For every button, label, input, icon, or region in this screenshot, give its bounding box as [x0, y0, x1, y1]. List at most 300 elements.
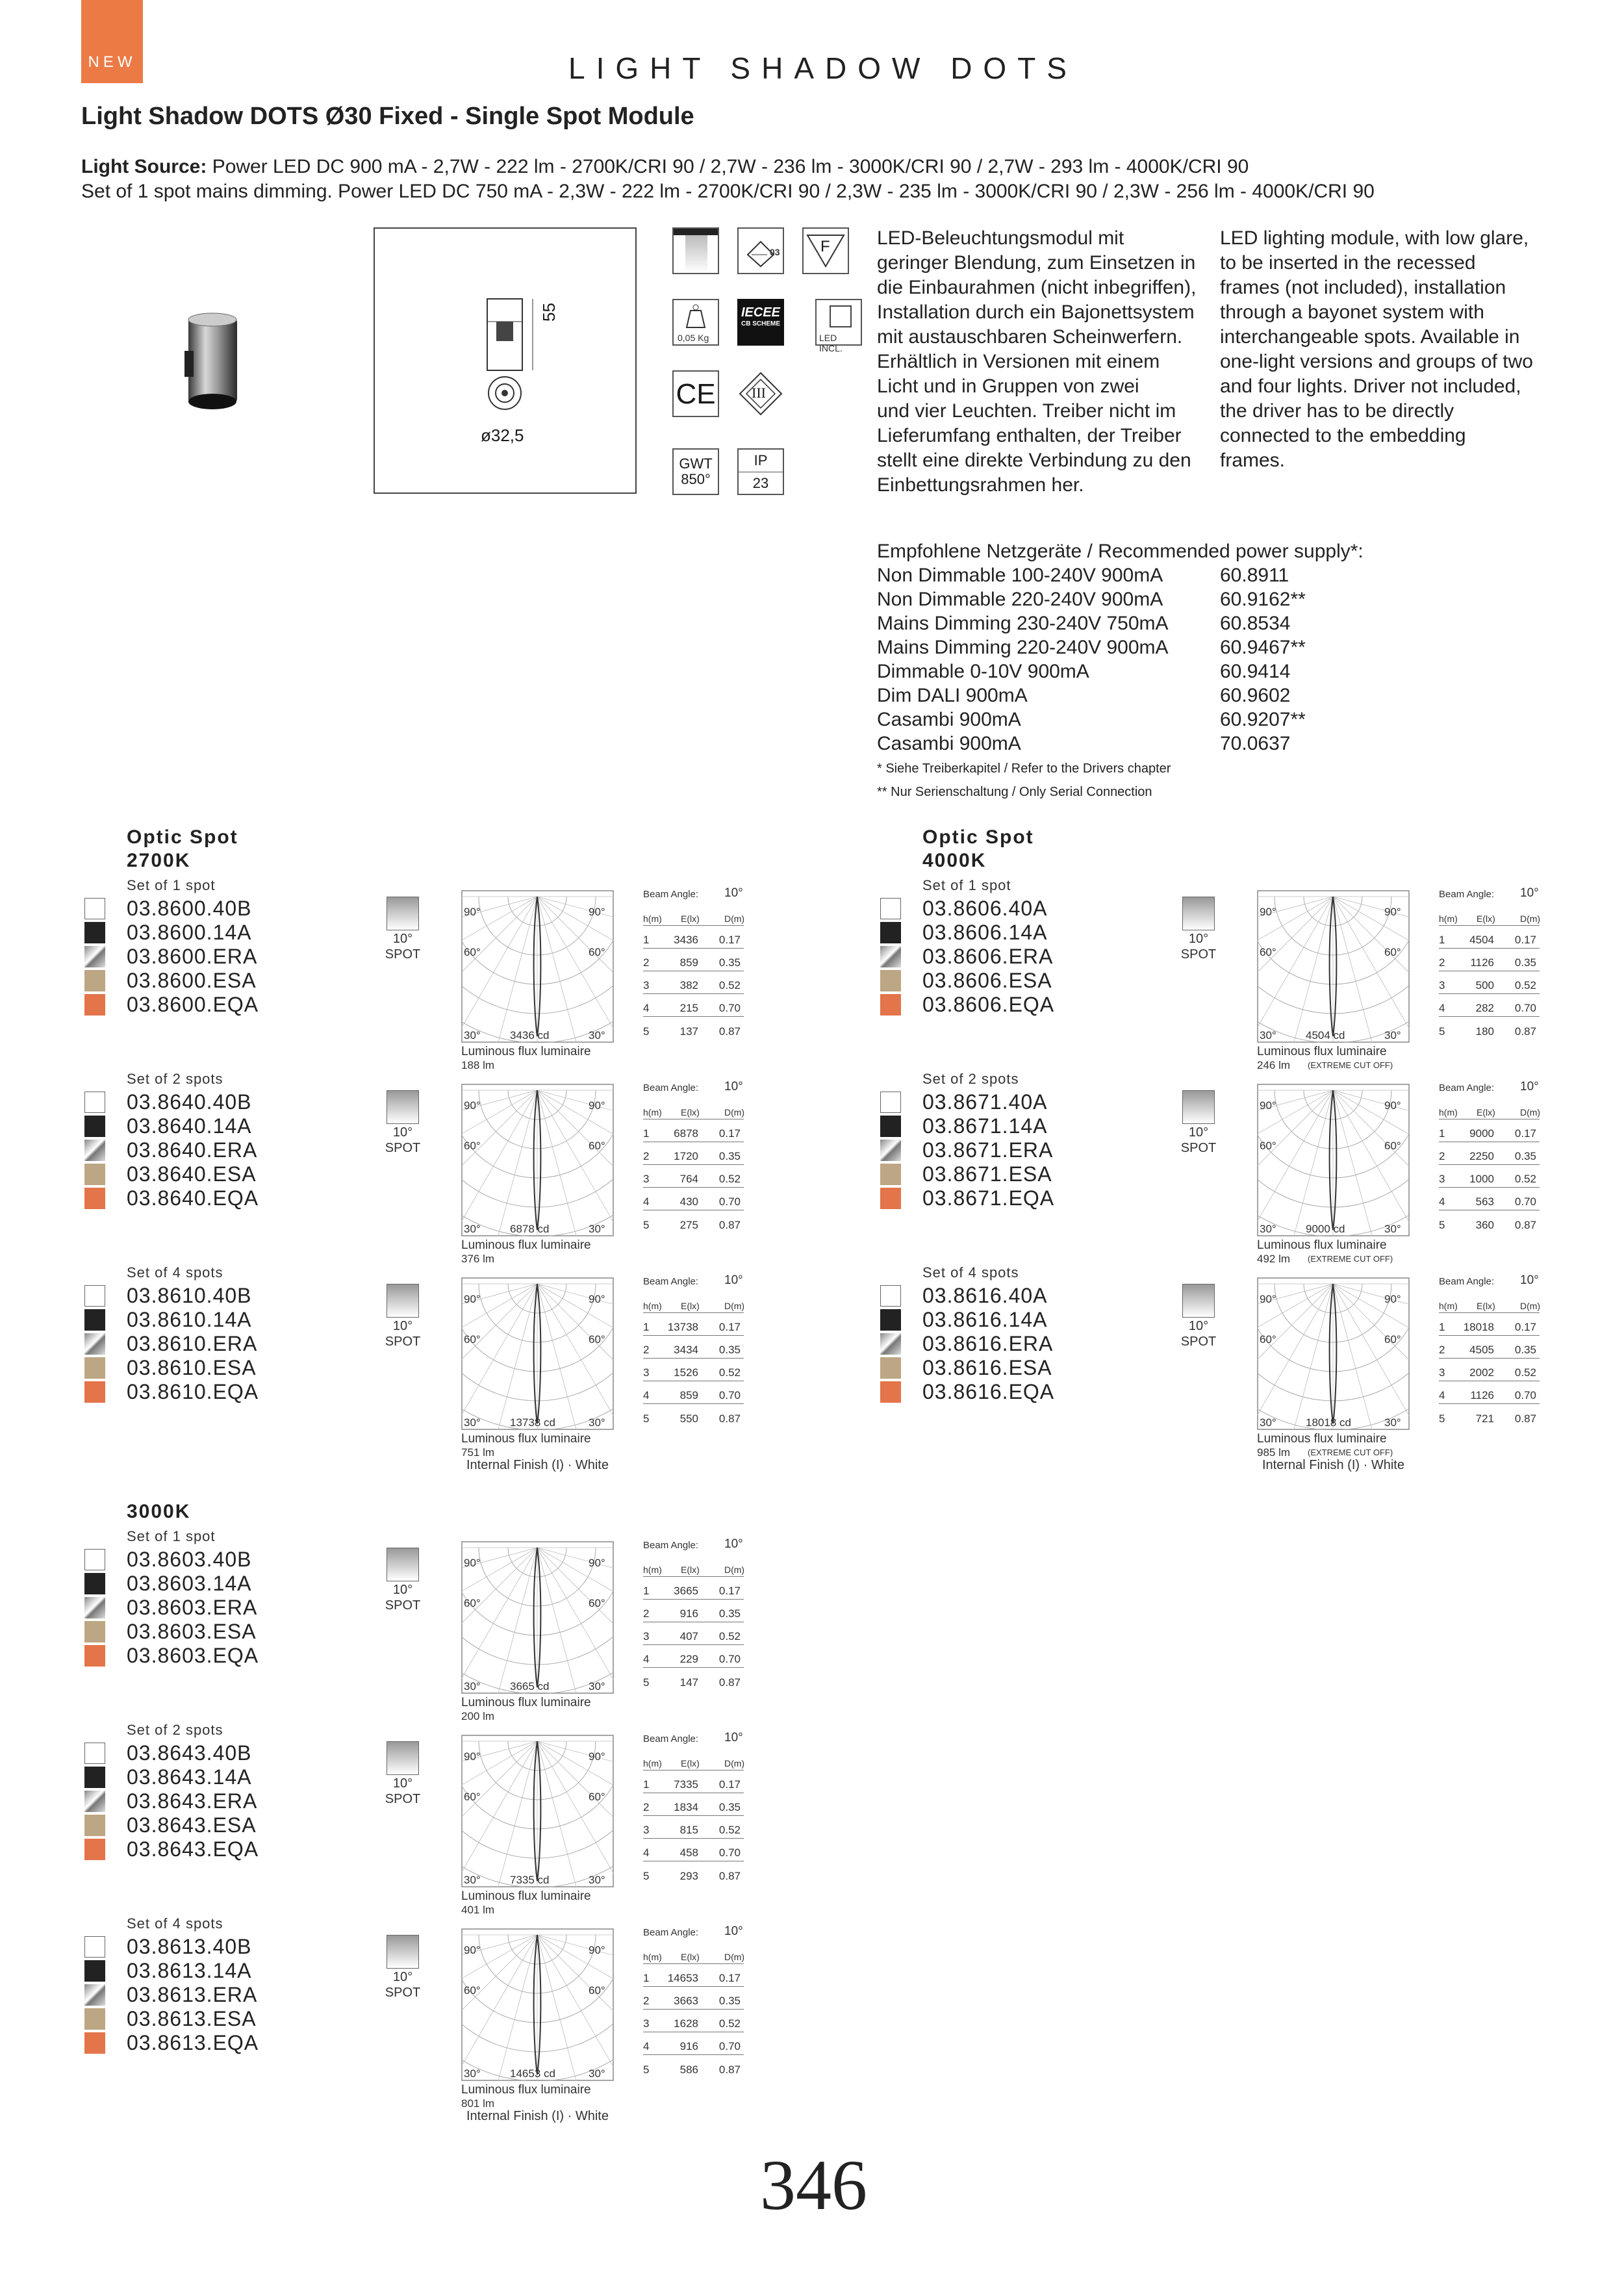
- cell-diameter: 0.87: [718, 1676, 741, 1689]
- polar-grid-line: [497, 1090, 537, 1236]
- col-illuminance: E(lx): [1477, 1107, 1495, 1118]
- angle-60-right: 60°: [589, 1140, 605, 1152]
- description-english: [1220, 226, 1533, 473]
- class-mark-number: 03: [770, 247, 780, 257]
- gwt-value: 850°: [681, 471, 711, 487]
- description-line: LED lighting module, with low glare,: [1220, 227, 1529, 249]
- cell-diameter: 0.70: [718, 1653, 741, 1665]
- angle-60-right: 60°: [1384, 1333, 1401, 1346]
- beam-angle-label: Beam Angle:: [1439, 889, 1495, 900]
- table-row: [643, 1381, 744, 1404]
- finish-swatch: [84, 1767, 105, 1788]
- cell-height: 5: [1439, 1219, 1445, 1231]
- article-code: 03.8610.EQA: [127, 1380, 259, 1403]
- table-row: [643, 1142, 744, 1165]
- table-row: [643, 1770, 744, 1793]
- spot-angle: 10°: [392, 932, 413, 946]
- spot-beam-icon: [387, 897, 419, 930]
- cell-height: 5: [643, 1676, 650, 1689]
- cell-diameter: 0.70: [1514, 1002, 1536, 1014]
- angle-60-left: 60°: [464, 1333, 481, 1346]
- flux-label: Luminous flux luminaire: [461, 1045, 591, 1058]
- spot-beam-icon: [387, 1548, 419, 1581]
- flux-label: Luminous flux luminaire: [461, 1432, 591, 1446]
- cell-height: 3: [643, 1173, 650, 1185]
- angle-90-left: 90°: [464, 1557, 481, 1569]
- finish-swatch: [84, 2032, 105, 2054]
- angle-30-right: 30°: [1384, 1416, 1401, 1429]
- set-label: Set of 2 spots: [127, 1071, 223, 1087]
- cell-diameter: 0.35: [1514, 1344, 1536, 1356]
- cell-diameter: 0.52: [1514, 1173, 1536, 1185]
- polar-grid-line: [1333, 1284, 1373, 1430]
- beam-angle-label: Beam Angle:: [643, 1927, 699, 1938]
- flux-value: 188 lm: [461, 1059, 495, 1071]
- angle-30-left: 30°: [464, 2067, 481, 2080]
- spot-angle: 10°: [1188, 932, 1209, 946]
- article-code: 03.8606.ERA: [922, 945, 1054, 968]
- peak-intensity: 18018 cd: [1306, 1416, 1351, 1429]
- polar-grid-line: [537, 1935, 577, 2081]
- cell-illuminance: 1526: [674, 1366, 698, 1379]
- cell-height: 1: [1439, 1127, 1445, 1140]
- cell-illuminance: 1720: [674, 1150, 698, 1162]
- cell-illuminance: 293: [679, 1870, 698, 1882]
- spot-label: SPOT: [385, 1986, 421, 2000]
- angle-30-left: 30°: [464, 1680, 481, 1693]
- cell-illuminance: 147: [679, 1676, 698, 1689]
- spot-beam-icon: [1182, 897, 1215, 930]
- finish-swatch: [84, 1140, 105, 1161]
- table-row: [1439, 1188, 1540, 1210]
- weight-symbol-icon: [674, 300, 718, 333]
- finish-swatch: [84, 1285, 105, 1307]
- angle-90-right: 90°: [589, 906, 605, 918]
- table-header: [643, 1097, 744, 1119]
- polar-grid-line: [537, 1284, 577, 1430]
- table-row: [643, 1336, 744, 1359]
- cell-diameter: 0.87: [1514, 1025, 1536, 1038]
- table-row: [1439, 1359, 1540, 1381]
- finish-swatch: [84, 1188, 105, 1209]
- cell-height: 1: [1439, 1321, 1445, 1333]
- height-dimension: 55: [539, 303, 559, 322]
- article-code: 03.8600.ERA: [127, 945, 258, 968]
- flux-label: Luminous flux luminaire: [461, 1889, 591, 1903]
- table-row: [1439, 971, 1540, 994]
- iecee-icon: [737, 299, 784, 346]
- cell-height: 1: [643, 1585, 650, 1597]
- description-line: Installation durch ein Bajonettsystem: [877, 301, 1195, 323]
- cell-diameter: 0.87: [718, 1025, 741, 1038]
- table-header: [1439, 1290, 1540, 1313]
- cell-illuminance: 721: [1475, 1412, 1494, 1425]
- power-supply-name: Dimmable 0-10V 900mA: [877, 661, 1089, 682]
- article-code: 03.8640.ESA: [127, 1162, 257, 1186]
- col-diameter: D(m): [724, 1952, 745, 1962]
- beam-angle-label: Beam Angle:: [643, 1082, 699, 1093]
- table-row: [643, 2010, 744, 2032]
- angle-90-left: 90°: [1260, 906, 1276, 918]
- table-row: [643, 1188, 744, 1210]
- cell-illuminance: 1628: [674, 2017, 698, 2030]
- illuminance-table: [1439, 884, 1543, 1053]
- description-line: mit austauschbaren Scheinwerfern.: [877, 326, 1183, 348]
- cell-diameter: 0.70: [718, 1195, 741, 1208]
- cell-diameter: 0.52: [718, 1366, 741, 1379]
- cell-height: 5: [643, 1219, 650, 1231]
- light-beam-icon: [685, 235, 707, 273]
- finish-swatch: [84, 1960, 105, 1982]
- angle-30-left: 30°: [464, 1029, 481, 1041]
- description-line: frames.: [1220, 450, 1286, 471]
- col-diameter: D(m): [724, 1301, 745, 1311]
- power-supply-code: 60.8534: [1220, 613, 1291, 634]
- angle-60-right: 60°: [1384, 946, 1401, 958]
- angle-90-right: 90°: [589, 1750, 605, 1763]
- table-row: [1439, 1017, 1540, 1040]
- illuminance-table: [1439, 1077, 1543, 1246]
- table-header: [643, 903, 744, 926]
- power-supply-note-1: * Siehe Treiberkapitel / Refer to the Drivers chapter: [877, 761, 1171, 776]
- power-supply-name: Mains Dimming 220-240V 900mA: [877, 637, 1169, 658]
- description-line: Einbettungsrahmen her.: [877, 474, 1084, 496]
- beam-angle-label: Beam Angle:: [643, 889, 699, 900]
- table-row: [1439, 926, 1540, 949]
- angle-90-left: 90°: [464, 1293, 481, 1305]
- article-code: 03.8643.ESA: [127, 1813, 257, 1837]
- power-supply-code: 60.9162**: [1220, 589, 1306, 610]
- col-illuminance: E(lx): [1477, 1301, 1495, 1311]
- finish-swatch: [880, 1357, 901, 1379]
- col-illuminance: E(lx): [681, 1952, 700, 1962]
- internal-finish-note: Internal Finish (I) · White: [466, 1458, 609, 1472]
- beam-angle-value: 10°: [1520, 1080, 1539, 1093]
- cell-diameter: 0.17: [1514, 934, 1536, 946]
- cell-height: 2: [643, 1801, 650, 1813]
- set-label: Set of 4 spots: [127, 1264, 223, 1281]
- spot-angle: 10°: [392, 1970, 413, 1984]
- table-row: [643, 949, 744, 971]
- light-bar-icon: [674, 229, 718, 235]
- finish-swatch: [84, 946, 105, 967]
- table-row: [1439, 1381, 1540, 1404]
- col-illuminance: E(lx): [1477, 913, 1495, 924]
- col-height: h(m): [643, 1758, 662, 1769]
- col-height: h(m): [1439, 1301, 1458, 1311]
- cell-illuminance: 2250: [1469, 1150, 1494, 1162]
- spot-label: SPOT: [1180, 1141, 1217, 1155]
- table-row: [643, 1313, 744, 1336]
- table-row: [643, 1645, 744, 1668]
- cell-height: 3: [1439, 1366, 1445, 1379]
- table-row: [643, 1600, 744, 1622]
- article-code: 03.8616.ESA: [922, 1356, 1052, 1379]
- cell-illuminance: 18018: [1463, 1321, 1494, 1333]
- finish-swatch: [84, 1597, 105, 1618]
- cell-height: 3: [643, 1366, 650, 1379]
- cell-illuminance: 180: [1475, 1025, 1494, 1038]
- beam-angle-label: Beam Angle:: [643, 1276, 699, 1287]
- illuminance-table: [1439, 1271, 1543, 1440]
- cell-illuminance: 1834: [674, 1801, 698, 1813]
- cell-diameter: 0.17: [718, 1972, 741, 1984]
- cell-illuminance: 2002: [1469, 1366, 1494, 1379]
- finish-swatch: [84, 1309, 105, 1331]
- col-height: h(m): [643, 1565, 662, 1575]
- flux-label: Luminous flux luminaire: [1257, 1238, 1387, 1252]
- col-diameter: D(m): [1520, 913, 1541, 924]
- gwt-label: GWT: [679, 455, 713, 472]
- table-row: [1439, 1313, 1540, 1336]
- description-line: through a bayonet system with: [1220, 301, 1484, 323]
- article-code: 03.8603.ERA: [127, 1596, 258, 1619]
- cell-height: 3: [1439, 1173, 1445, 1185]
- led-chip-icon: [830, 305, 852, 327]
- col-height: h(m): [643, 913, 662, 924]
- cell-height: 4: [643, 1002, 650, 1014]
- article-code: 03.8606.EQA: [922, 993, 1055, 1016]
- table-row: [643, 1622, 744, 1645]
- finish-swatch: [84, 1164, 105, 1185]
- extreme-cut-off: (EXTREME CUT OFF): [1308, 1448, 1393, 1457]
- power-supply-name: Mains Dimming 230-240V 750mA: [877, 613, 1169, 634]
- class-iii-label: III: [752, 385, 766, 401]
- internal-finish-note: Internal Finish (I) · White: [466, 2109, 609, 2123]
- finish-swatch: [880, 1188, 901, 1209]
- light-source-line-1: [81, 156, 1249, 178]
- cell-diameter: 0.52: [718, 1173, 741, 1185]
- article-code: 03.8603.14A: [127, 1572, 252, 1595]
- light-source-line-2: Set of 1 spot mains dimming. Power LED DC 750 mA - 2,3W - 222 lm - 2700K/CRI 90 / 2,3W - 235 lm - 3000K/CRI 90 / 2,3W - 256 lm - 4000K/CRI 90: [81, 181, 1375, 202]
- optic-title: Optic Spot: [127, 826, 238, 848]
- cell-diameter: 0.87: [718, 1412, 741, 1425]
- article-code: 03.8600.14A: [127, 921, 252, 944]
- peak-intensity: 13738 cd: [510, 1416, 555, 1429]
- angle-90-left: 90°: [464, 1944, 481, 1956]
- power-supply-name: Non Dimmable 100-240V 900mA: [877, 565, 1163, 586]
- finish-swatch: [84, 1116, 105, 1137]
- cell-height: 1: [643, 1127, 650, 1140]
- finish-swatch: [84, 1092, 105, 1113]
- cell-height: 3: [643, 979, 650, 991]
- angle-90-left: 90°: [1260, 1293, 1276, 1305]
- weight-icon: [672, 299, 719, 346]
- flux-label: Luminous flux luminaire: [461, 2083, 591, 2097]
- table-row: [1439, 1404, 1540, 1427]
- angle-30-right: 30°: [589, 1223, 605, 1235]
- cell-illuminance: 916: [679, 1607, 698, 1620]
- description-line: interchangeable spots. Available in: [1220, 326, 1520, 348]
- table-row: [643, 1165, 744, 1188]
- article-code: 03.8600.ESA: [127, 969, 257, 992]
- ip-value: 23: [752, 475, 769, 491]
- col-diameter: D(m): [724, 1107, 745, 1118]
- page-number: 346: [760, 2145, 867, 2225]
- article-code: 03.8640.ERA: [127, 1138, 258, 1162]
- angle-30-right: 30°: [1384, 1029, 1401, 1041]
- spot-beam-icon: [387, 1090, 419, 1124]
- flux-value: 401 lm: [461, 1904, 495, 1916]
- extreme-cut-off: (EXTREME CUT OFF): [1308, 1254, 1393, 1264]
- angle-60-left: 60°: [464, 1597, 481, 1609]
- cell-height: 3: [643, 2017, 650, 2030]
- spot-label: SPOT: [1180, 1335, 1217, 1349]
- article-code: 03.8640.EQA: [127, 1186, 259, 1210]
- cell-height: 5: [643, 1412, 650, 1425]
- finish-swatch: [880, 994, 901, 1016]
- cell-illuminance: 859: [679, 1389, 698, 1401]
- cell-diameter: 0.70: [718, 2040, 741, 2052]
- ip-rating-icon: [737, 448, 784, 495]
- angle-90-right: 90°: [1384, 906, 1401, 918]
- article-code: 03.8613.ESA: [127, 2007, 257, 2030]
- light-source-label: Light Source:: [81, 156, 207, 177]
- article-code: 03.8616.ERA: [922, 1332, 1054, 1355]
- new-badge: NEW: [81, 0, 143, 83]
- angle-60-right: 60°: [589, 1333, 605, 1346]
- cell-diameter: 0.35: [718, 1801, 741, 1813]
- cell-diameter: 0.87: [1514, 1219, 1536, 1231]
- beam-angle-label: Beam Angle:: [643, 1733, 699, 1744]
- finish-swatch: [880, 1092, 901, 1113]
- article-code: 03.8671.40A: [922, 1090, 1048, 1114]
- angle-30-right: 30°: [589, 1680, 605, 1693]
- table-row: [643, 926, 744, 949]
- peak-intensity: 14653 cd: [510, 2067, 555, 2080]
- beam-angle-label: Beam Angle:: [643, 1540, 699, 1551]
- beam-angle-value: 10°: [1520, 1273, 1539, 1287]
- table-header: [643, 1748, 744, 1770]
- finish-swatch: [84, 922, 105, 943]
- table-row: [643, 1119, 744, 1142]
- cell-illuminance: 764: [679, 1173, 698, 1185]
- col-diameter: D(m): [1520, 1301, 1541, 1311]
- table-row: [1439, 1165, 1540, 1188]
- spot-label: SPOT: [385, 1792, 421, 1806]
- angle-60-right: 60°: [589, 1597, 605, 1609]
- table-header: [1439, 1097, 1540, 1119]
- cell-height: 4: [1439, 1002, 1445, 1014]
- cell-height: 4: [1439, 1195, 1445, 1208]
- polar-grid-line: [497, 1284, 537, 1430]
- cell-height: 4: [643, 1195, 650, 1208]
- cell-illuminance: 382: [679, 979, 698, 991]
- cell-height: 2: [643, 1150, 650, 1162]
- light-source-text-1: Power LED DC 900 mA - 2,7W - 222 lm - 2700K/CRI 90 / 2,7W - 236 lm - 3000K/CRI 90 / 2,7W - 293 lm - 4000K/CRI 90: [212, 156, 1249, 177]
- col-illuminance: E(lx): [681, 913, 700, 924]
- cell-diameter: 0.17: [718, 934, 741, 946]
- finish-swatch: [880, 970, 901, 991]
- flux-label: Luminous flux luminaire: [1257, 1045, 1387, 1058]
- col-height: h(m): [643, 1107, 662, 1118]
- finish-swatch: [880, 1381, 901, 1403]
- beam-angle-value: 10°: [724, 1273, 743, 1287]
- angle-60-left: 60°: [1260, 1333, 1276, 1346]
- angle-30-right: 30°: [1384, 1223, 1401, 1235]
- cell-illuminance: 859: [679, 956, 698, 969]
- description-line: connected to the embedding: [1220, 425, 1466, 446]
- spot-angle: 10°: [1188, 1125, 1209, 1140]
- cell-diameter: 0.70: [718, 1002, 741, 1014]
- description-line: to be inserted in the recessed: [1220, 252, 1476, 274]
- cell-illuminance: 500: [1475, 979, 1494, 991]
- article-code: 03.8610.ERA: [127, 1332, 258, 1355]
- angle-30-right: 30°: [589, 1416, 605, 1429]
- flux-value: 200 lm: [461, 1710, 495, 1722]
- cell-diameter: 0.52: [1514, 979, 1536, 991]
- article-code: 03.8600.EQA: [127, 993, 259, 1016]
- set-label: Set of 4 spots: [922, 1264, 1019, 1281]
- finish-swatch: [84, 1839, 105, 1860]
- iecee-text: IECEE: [741, 305, 781, 320]
- cell-height: 2: [643, 956, 650, 969]
- table-row: [643, 1404, 744, 1427]
- cell-illuminance: 3663: [674, 1995, 698, 2007]
- ce-mark-icon: CE: [672, 370, 719, 417]
- angle-60-left: 60°: [1260, 946, 1276, 958]
- color-temperature: 4000K: [922, 850, 987, 871]
- angle-30-right: 30°: [589, 1874, 605, 1886]
- illuminance-table: [643, 1271, 747, 1440]
- polar-grid-line: [1293, 1284, 1333, 1430]
- finish-swatch: [84, 1333, 105, 1355]
- finish-swatch: [84, 1381, 105, 1403]
- article-code: 03.8606.40A: [922, 897, 1048, 920]
- article-code: 03.8671.ESA: [922, 1162, 1052, 1186]
- description-line: Lieferumfang enthalten, der Treiber: [877, 425, 1182, 446]
- weight-value: 0,05 Kg: [678, 333, 709, 343]
- beam-angle-label: Beam Angle:: [1439, 1082, 1495, 1093]
- cell-diameter: 0.87: [718, 2063, 741, 2076]
- finish-swatch: [84, 1936, 105, 1958]
- description-line: stellt eine direkte Verbindung zu den: [877, 450, 1191, 471]
- col-height: h(m): [643, 1301, 662, 1311]
- beam-angle-label: Beam Angle:: [1439, 1276, 1495, 1287]
- cell-height: 1: [643, 934, 650, 946]
- cell-illuminance: 14653: [667, 1972, 698, 1984]
- class-mark-icon: [737, 227, 784, 274]
- angle-90-right: 90°: [589, 1293, 605, 1305]
- cell-height: 3: [1439, 979, 1445, 991]
- cell-height: 4: [1439, 1389, 1445, 1401]
- finish-swatch: [84, 970, 105, 991]
- description-line: und vier Leuchten. Treiber nicht im: [877, 400, 1176, 422]
- flux-label: Luminous flux luminaire: [461, 1238, 591, 1252]
- article-code: 03.8603.ESA: [127, 1620, 257, 1643]
- description-german: [877, 226, 1196, 498]
- power-supply-title: Empfohlene Netzgeräte / Recommended power supply*:: [877, 541, 1364, 562]
- set-label: Set of 4 spots: [127, 1915, 223, 1932]
- table-row: [643, 1210, 744, 1233]
- angle-30-left: 30°: [464, 1416, 481, 1429]
- table-header: [1439, 903, 1540, 926]
- finish-swatch: [880, 922, 901, 943]
- cell-height: 4: [643, 1653, 650, 1665]
- table-row: [643, 1987, 744, 2010]
- article-code: 03.8613.14A: [127, 1959, 252, 1982]
- cell-illuminance: 1126: [1470, 1389, 1494, 1401]
- illuminance-table: [643, 1922, 747, 2091]
- cell-height: 2: [1439, 1150, 1445, 1162]
- cell-height: 1: [643, 1321, 650, 1333]
- ip-label: IP: [739, 450, 783, 472]
- angle-60-left: 60°: [464, 946, 481, 958]
- set-label: Set of 1 spot: [922, 877, 1011, 893]
- finish-swatch: [880, 1333, 901, 1355]
- angle-90-left: 90°: [1260, 1099, 1276, 1112]
- table-row: [643, 1816, 744, 1839]
